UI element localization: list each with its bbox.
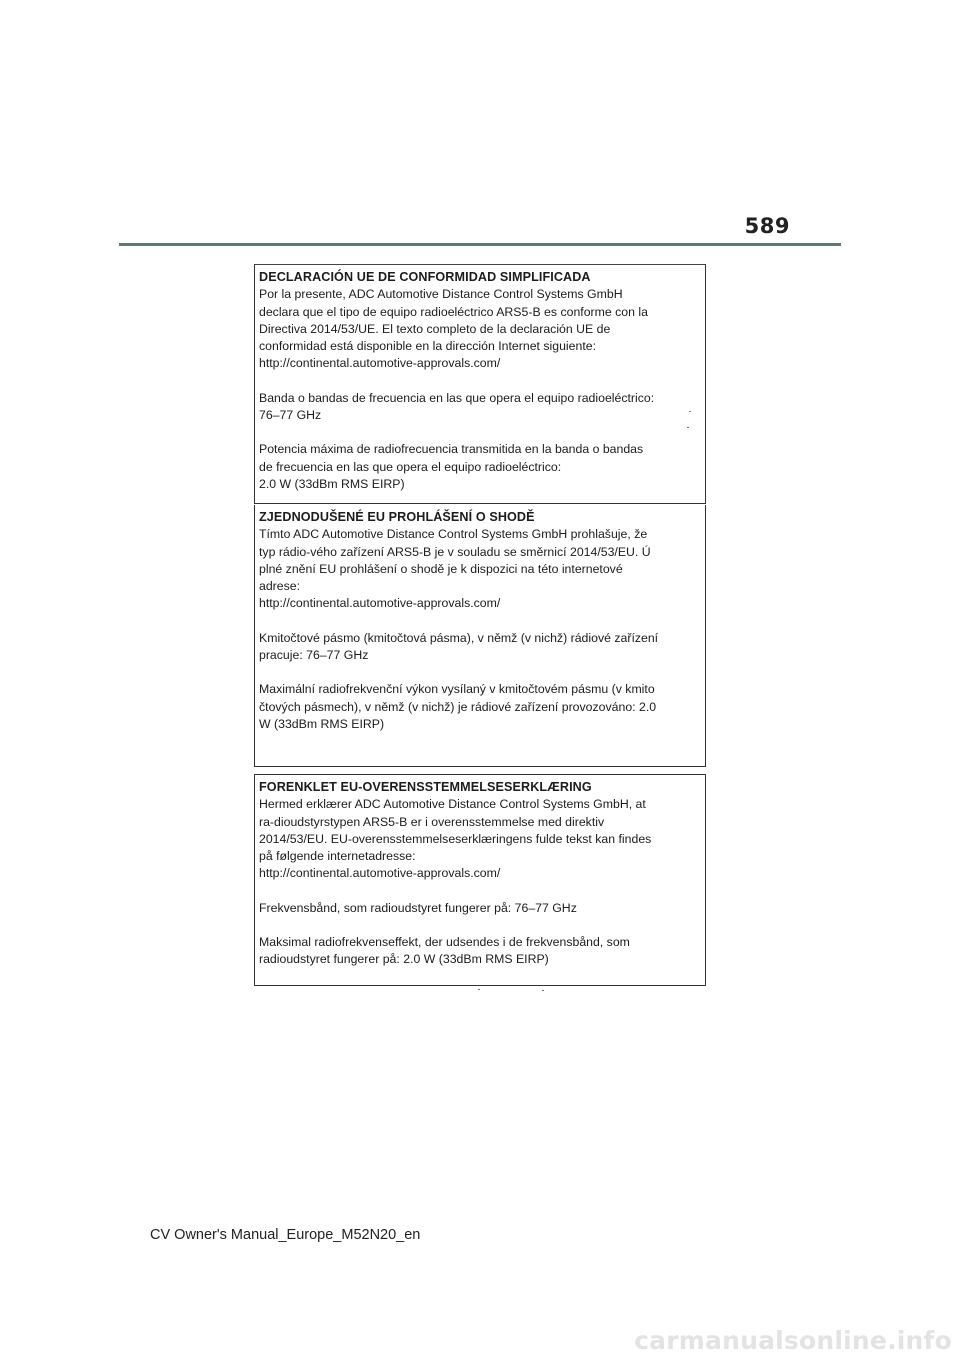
declaration-line: Hermed erklærer ADC Automotive Distance Control Systems GmbH, at [259,797,646,812]
max-power-line: Maximální radiofrekvenční výkon vysílaný v kmitočtovém pásmu (v kmito [259,682,655,697]
scan-speck [542,990,544,991]
declaration-czech [254,505,706,767]
spacer [259,373,701,390]
header-rule [119,243,841,246]
spacer [259,613,701,630]
scan-speck [687,427,689,428]
frequency-band-value: pracuje: 76–77 GHz [259,648,369,663]
declaration-line: Por la presente, ADC Automotive Distance Control Systems GmbH [259,287,623,302]
declaration-url: http://continental.automotive-approvals.com/ [259,356,501,371]
max-power-line: de frecuencia en las que opera el equipo radioeléctrico: [259,459,562,474]
frequency-band-line: Frekvensbånd, som radioudstyret fungerer på: 76–77 GHz [259,900,577,915]
declaration-line: plné znění EU prohlášení o shodě je k dispozici na této internetové [259,561,623,576]
spacer [259,664,701,681]
spacer [259,883,701,900]
declaration-danish [254,774,706,986]
declaration-title: DECLARACIÓN UE DE CONFORMIDAD SIMPLIFICADA [259,270,591,284]
declaration-line: ra-dioudstyrstypen ARS5-B er i overensstemmelse med direktiv [259,814,605,829]
page-number: 589 [744,214,790,238]
declaration-line: declara que el tipo de equipo radioeléctrico ARS5-B es conforme con la [259,304,648,319]
spacer [259,424,701,441]
declaration-line: Directiva 2014/53/UE. El texto completo de la declaración UE de [259,321,611,336]
footer-manual-name: CV Owner's Manual_Europe_M52N20_en [150,1227,421,1243]
scan-speck [478,989,480,990]
scan-speck [689,411,691,412]
declaration-line: på følgende internetadresse: [259,849,416,864]
spacer [259,917,701,934]
declaration-line: conformidad está disponible en la dirección Internet siguiente: [259,339,597,354]
watermark: carmanualsonline.info [634,1326,952,1355]
max-power-line: čtových pásmech), v němž (v nichž) je rádiové zařízení provozováno: 2.0 [259,699,657,714]
declaration-line: Tímto ADC Automotive Distance Control Systems GmbH prohlašuje, že [259,527,648,542]
max-power-line: Potencia máxima de radiofrecuencia transmitida en la banda o bandas [259,442,644,457]
frequency-band-value: 76–77 GHz [259,408,322,423]
declaration-line: adrese: [259,579,301,594]
declaration-url: http://continental.automotive-approvals.com/ [259,596,501,611]
frequency-band-line: Banda o bandas de frecuencia en las que opera el equipo radioeléctrico: [259,390,655,405]
max-power-value: radioudstyret fungerer på: 2.0 W (33dBm RMS EIRP) [259,952,549,967]
declaration-line: 2014/53/EU. EU-overensstemmelseserklæringens fulde tekst kan findes [259,831,652,846]
declaration-spanish [254,264,706,504]
frequency-band-line: Kmitočtové pásmo (kmitočtová pásma), v němž (v nichž) rádiové zařízení [259,630,659,645]
declaration-line: typ rádio-vého zařízení ARS5-B je v souladu se směrnicí 2014/53/EU. Ú [259,544,651,559]
declaration-title: FORENKLET EU-OVERENSSTEMMELSESERKLÆRING [259,780,592,794]
declaration-url: http://continental.automotive-approvals.com/ [259,866,501,881]
max-power-value: W (33dBm RMS EIRP) [259,716,385,731]
max-power-line: Maksimal radiofrekvenseffekt, der udsendes i de frekvensbånd, som [259,935,630,950]
declaration-title: ZJEDNODUŠENÉ EU PROHLÁŠENÍ O SHODĚ [259,510,535,524]
max-power-value: 2.0 W (33dBm RMS EIRP) [259,476,405,491]
